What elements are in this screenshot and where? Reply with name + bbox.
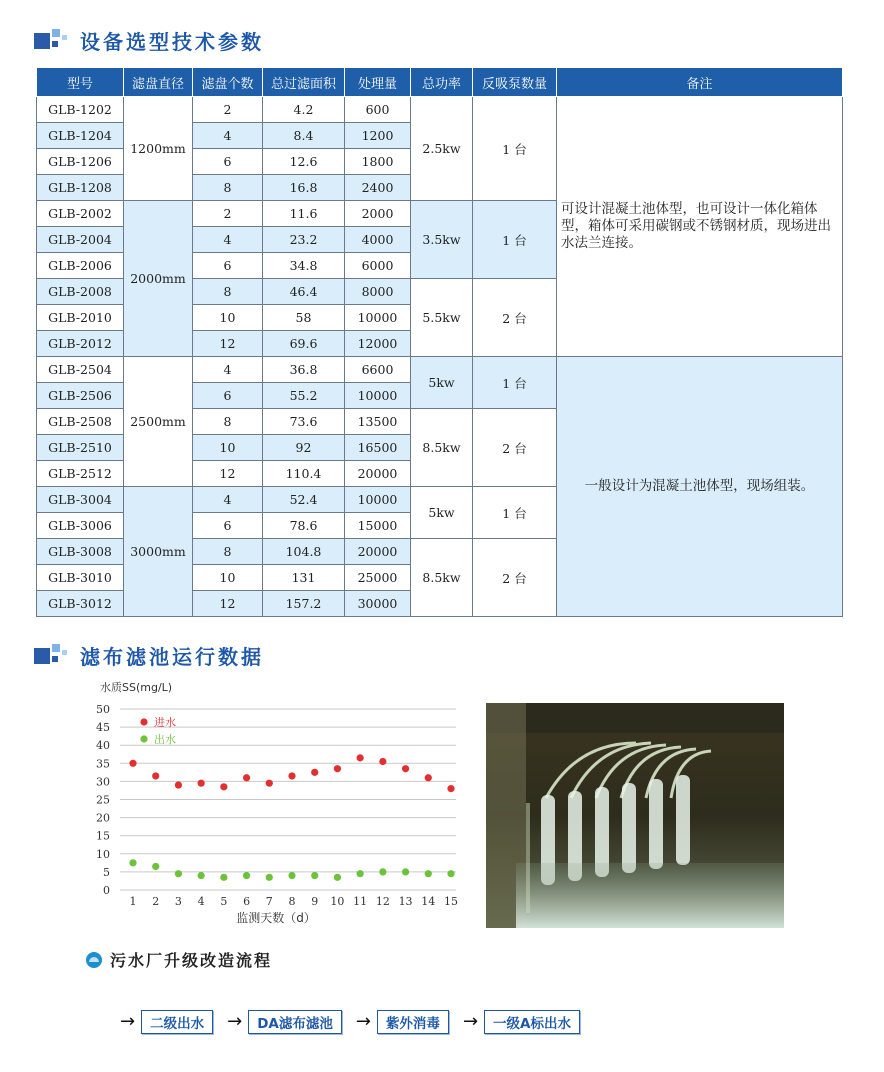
cell-model: GLB-3004: [37, 487, 124, 513]
arrow-right-icon: →: [120, 1011, 136, 1032]
cell-area: 110.4: [263, 461, 345, 487]
y-tick-label: 50: [96, 703, 110, 716]
flow-step: 二级出水: [141, 1010, 213, 1034]
cell-flow: 6000: [345, 253, 411, 279]
x-tick-label: 5: [220, 895, 228, 908]
cell-flow: 30000: [345, 591, 411, 617]
ss-chart-svg: [86, 678, 466, 928]
data-point: [447, 785, 454, 792]
cell-area: 73.6: [263, 409, 345, 435]
data-point: [175, 781, 182, 788]
header-area: 总过滤面积: [263, 68, 345, 97]
cell-area: 46.4: [263, 279, 345, 305]
y-tick-label: 10: [96, 847, 110, 861]
cell-count: 8: [193, 409, 263, 435]
x-tick-label: 1: [129, 895, 137, 908]
section-title-operation: [34, 641, 264, 670]
cell-model: GLB-3012: [37, 591, 124, 617]
cell-model: GLB-2508: [37, 409, 124, 435]
cell-note: 一般设计为混凝土池体型，现场组装。: [557, 357, 843, 617]
x-tick-label: 2: [152, 895, 160, 908]
cell-power: 3.5kw: [411, 201, 473, 279]
cell-flow: 10000: [345, 487, 411, 513]
cell-area: 23.2: [263, 227, 345, 253]
cell-flow: 4000: [345, 227, 411, 253]
cell-model: GLB-1204: [37, 123, 124, 149]
cell-flow: 1800: [345, 149, 411, 175]
data-point: [243, 774, 250, 781]
cell-pumps: 1 台: [473, 201, 557, 279]
cell-model: GLB-2012: [37, 331, 124, 357]
cell-model: GLB-2512: [37, 461, 124, 487]
data-point: [379, 758, 386, 765]
legend-marker: [140, 718, 147, 725]
cell-count: 4: [193, 357, 263, 383]
cell-flow: 13500: [345, 409, 411, 435]
data-point: [425, 870, 432, 877]
y-tick-label: 0: [103, 884, 110, 897]
chart-xlabel: 监测天数（d）: [236, 911, 316, 925]
cell-model: GLB-2010: [37, 305, 124, 331]
x-tick-label: 3: [174, 895, 182, 908]
cell-flow: 25000: [345, 565, 411, 591]
data-point: [311, 872, 318, 879]
x-tick-label: 14: [421, 895, 436, 908]
filter-disc-image: [486, 703, 784, 928]
cell-model: GLB-3010: [37, 565, 124, 591]
cell-area: 12.6: [263, 149, 345, 175]
arrow-right-icon: →: [462, 1011, 479, 1032]
arrow-right-icon: →: [227, 1011, 243, 1032]
cell-diameter: 3000mm: [124, 487, 193, 617]
x-tick-label: 10: [330, 895, 345, 908]
cell-power: 8.5kw: [411, 409, 473, 487]
header-diameter: 滤盘直径: [124, 68, 193, 97]
data-point: [334, 765, 341, 772]
section-title-spec: [34, 26, 264, 55]
y-tick-label: 20: [96, 811, 110, 825]
cell-pumps: 1 台: [473, 97, 557, 201]
square-logo-icon: [34, 27, 74, 55]
x-tick-label: 13: [398, 895, 413, 908]
legend-label: 出水: [154, 733, 176, 746]
cell-flow: 20000: [345, 461, 411, 487]
data-point: [152, 772, 159, 779]
y-tick-label: 5: [103, 865, 110, 879]
cell-diameter: 2500mm: [124, 357, 193, 487]
legend-label: 进水: [154, 716, 176, 729]
x-tick-label: 12: [375, 895, 390, 908]
arrow-right-icon: →: [355, 1011, 371, 1032]
cell-model: GLB-2004: [37, 227, 124, 253]
data-point: [243, 872, 250, 879]
cell-count: 4: [193, 227, 263, 253]
cell-power: 8.5kw: [411, 539, 473, 617]
header-notes: 备注: [557, 68, 843, 97]
cell-area: 4.2: [263, 97, 345, 123]
x-tick-label: 4: [197, 895, 205, 908]
data-point: [266, 874, 273, 881]
x-tick-label: 11: [353, 895, 368, 908]
filter-photo: [486, 703, 784, 928]
table-row: [37, 97, 843, 123]
cell-diameter: 1200mm: [124, 97, 193, 201]
section-title-text: 滤布滤池运行数据: [80, 645, 264, 669]
cell-count: 4: [193, 487, 263, 513]
cell-count: 2: [193, 97, 263, 123]
cell-area: 69.6: [263, 331, 345, 357]
cell-pumps: 2 台: [473, 409, 557, 487]
y-tick-label: 25: [96, 793, 110, 807]
cell-count: 8: [193, 279, 263, 305]
x-tick-label: 6: [243, 895, 251, 908]
header-power: 总功率: [411, 68, 473, 97]
cell-model: GLB-2002: [37, 201, 124, 227]
cell-note: 可设计混凝土池体型，也可设计一体化箱体型，箱体可采用碳钢或不锈钢材质，现场进出水法兰连接。: [557, 97, 843, 357]
cell-area: 55.2: [263, 383, 345, 409]
x-tick-label: 7: [265, 895, 273, 908]
data-point: [288, 872, 295, 879]
cell-flow: 600: [345, 97, 411, 123]
data-point: [357, 870, 364, 877]
data-point: [198, 780, 205, 787]
data-point: [266, 780, 273, 787]
cell-count: 6: [193, 253, 263, 279]
cell-count: 6: [193, 513, 263, 539]
data-point: [129, 859, 136, 866]
table-row: [37, 357, 843, 383]
y-tick-label: 30: [96, 775, 110, 789]
cell-pumps: 1 台: [473, 487, 557, 539]
cell-area: 34.8: [263, 253, 345, 279]
cell-area: 16.8: [263, 175, 345, 201]
cell-flow: 2400: [345, 175, 411, 201]
cell-diameter: 2000mm: [124, 201, 193, 357]
cell-count: 6: [193, 383, 263, 409]
cell-count: 4: [193, 123, 263, 149]
cell-model: GLB-2504: [37, 357, 124, 383]
cell-count: 6: [193, 149, 263, 175]
x-tick-label: 8: [288, 895, 296, 908]
cell-flow: 15000: [345, 513, 411, 539]
data-point: [447, 870, 454, 877]
cell-power: 5kw: [411, 357, 473, 409]
cell-count: 10: [193, 435, 263, 461]
cell-model: GLB-2506: [37, 383, 124, 409]
data-point: [220, 874, 227, 881]
cell-count: 2: [193, 201, 263, 227]
chart-ylabel: 水质SS(mg/L): [100, 681, 173, 694]
cell-area: 11.6: [263, 201, 345, 227]
spec-table: [36, 67, 843, 617]
cell-area: 52.4: [263, 487, 345, 513]
cell-flow: 2000: [345, 201, 411, 227]
data-point: [334, 874, 341, 881]
cell-model: GLB-2006: [37, 253, 124, 279]
cell-flow: 10000: [345, 305, 411, 331]
data-point: [220, 783, 227, 790]
ss-chart: [86, 678, 466, 928]
data-point: [402, 765, 409, 772]
data-point: [311, 769, 318, 776]
y-tick-label: 40: [96, 739, 110, 753]
flow-step: DA滤布滤池: [248, 1010, 342, 1034]
x-tick-label: 9: [311, 895, 319, 908]
cell-area: 8.4: [263, 123, 345, 149]
cell-flow: 10000: [345, 383, 411, 409]
cell-count: 10: [193, 565, 263, 591]
data-point: [129, 760, 136, 767]
legend-marker: [140, 735, 147, 742]
process-flow: [120, 1010, 594, 1034]
table-header-row: [37, 68, 843, 97]
header-flow: 处理量: [345, 68, 411, 97]
y-tick-label: 45: [96, 721, 110, 735]
section-title-text: 设备选型技术参数: [80, 30, 264, 54]
cell-model: GLB-2510: [37, 435, 124, 461]
flow-title: [86, 948, 272, 971]
square-logo-icon: [34, 642, 74, 670]
cell-model: GLB-1208: [37, 175, 124, 201]
cell-count: 8: [193, 175, 263, 201]
header-pumps: 反吸泵数量: [473, 68, 557, 97]
data-point: [175, 870, 182, 877]
cell-area: 92: [263, 435, 345, 461]
data-point: [152, 863, 159, 870]
cell-area: 36.8: [263, 357, 345, 383]
flow-step: 紫外消毒: [377, 1010, 449, 1034]
y-tick-label: 35: [96, 757, 110, 771]
x-tick-label: 15: [444, 895, 458, 908]
data-point: [379, 868, 386, 875]
cell-model: GLB-1202: [37, 97, 124, 123]
cell-pumps: 2 台: [473, 539, 557, 617]
cell-area: 104.8: [263, 539, 345, 565]
cell-power: 5kw: [411, 487, 473, 539]
cell-count: 10: [193, 305, 263, 331]
cell-area: 58: [263, 305, 345, 331]
cell-model: GLB-3008: [37, 539, 124, 565]
cell-model: GLB-3006: [37, 513, 124, 539]
data-point: [402, 868, 409, 875]
cell-flow: 8000: [345, 279, 411, 305]
cell-count: 12: [193, 461, 263, 487]
y-tick-label: 15: [96, 829, 110, 843]
cell-flow: 1200: [345, 123, 411, 149]
data-point: [357, 754, 364, 761]
cell-flow: 12000: [345, 331, 411, 357]
flow-title-text: 污水厂升级改造流程: [110, 951, 273, 970]
flow-step: 一级A标出水: [484, 1010, 580, 1034]
cell-area: 157.2: [263, 591, 345, 617]
data-point: [288, 772, 295, 779]
cell-count: 12: [193, 331, 263, 357]
data-point: [425, 774, 432, 781]
header-count: 滤盘个数: [193, 68, 263, 97]
data-point: [198, 872, 205, 879]
cell-area: 78.6: [263, 513, 345, 539]
cell-model: GLB-2008: [37, 279, 124, 305]
cell-pumps: 1 台: [473, 357, 557, 409]
cell-power: 2.5kw: [411, 97, 473, 201]
cell-power: 5.5kw: [411, 279, 473, 357]
header-model: 型号: [37, 68, 124, 97]
cell-model: GLB-1206: [37, 149, 124, 175]
cell-pumps: 2 台: [473, 279, 557, 357]
cell-flow: 16500: [345, 435, 411, 461]
cell-flow: 6600: [345, 357, 411, 383]
cell-area: 131: [263, 565, 345, 591]
cell-count: 8: [193, 539, 263, 565]
water-drop-icon: [86, 952, 102, 968]
cell-count: 12: [193, 591, 263, 617]
cell-flow: 20000: [345, 539, 411, 565]
